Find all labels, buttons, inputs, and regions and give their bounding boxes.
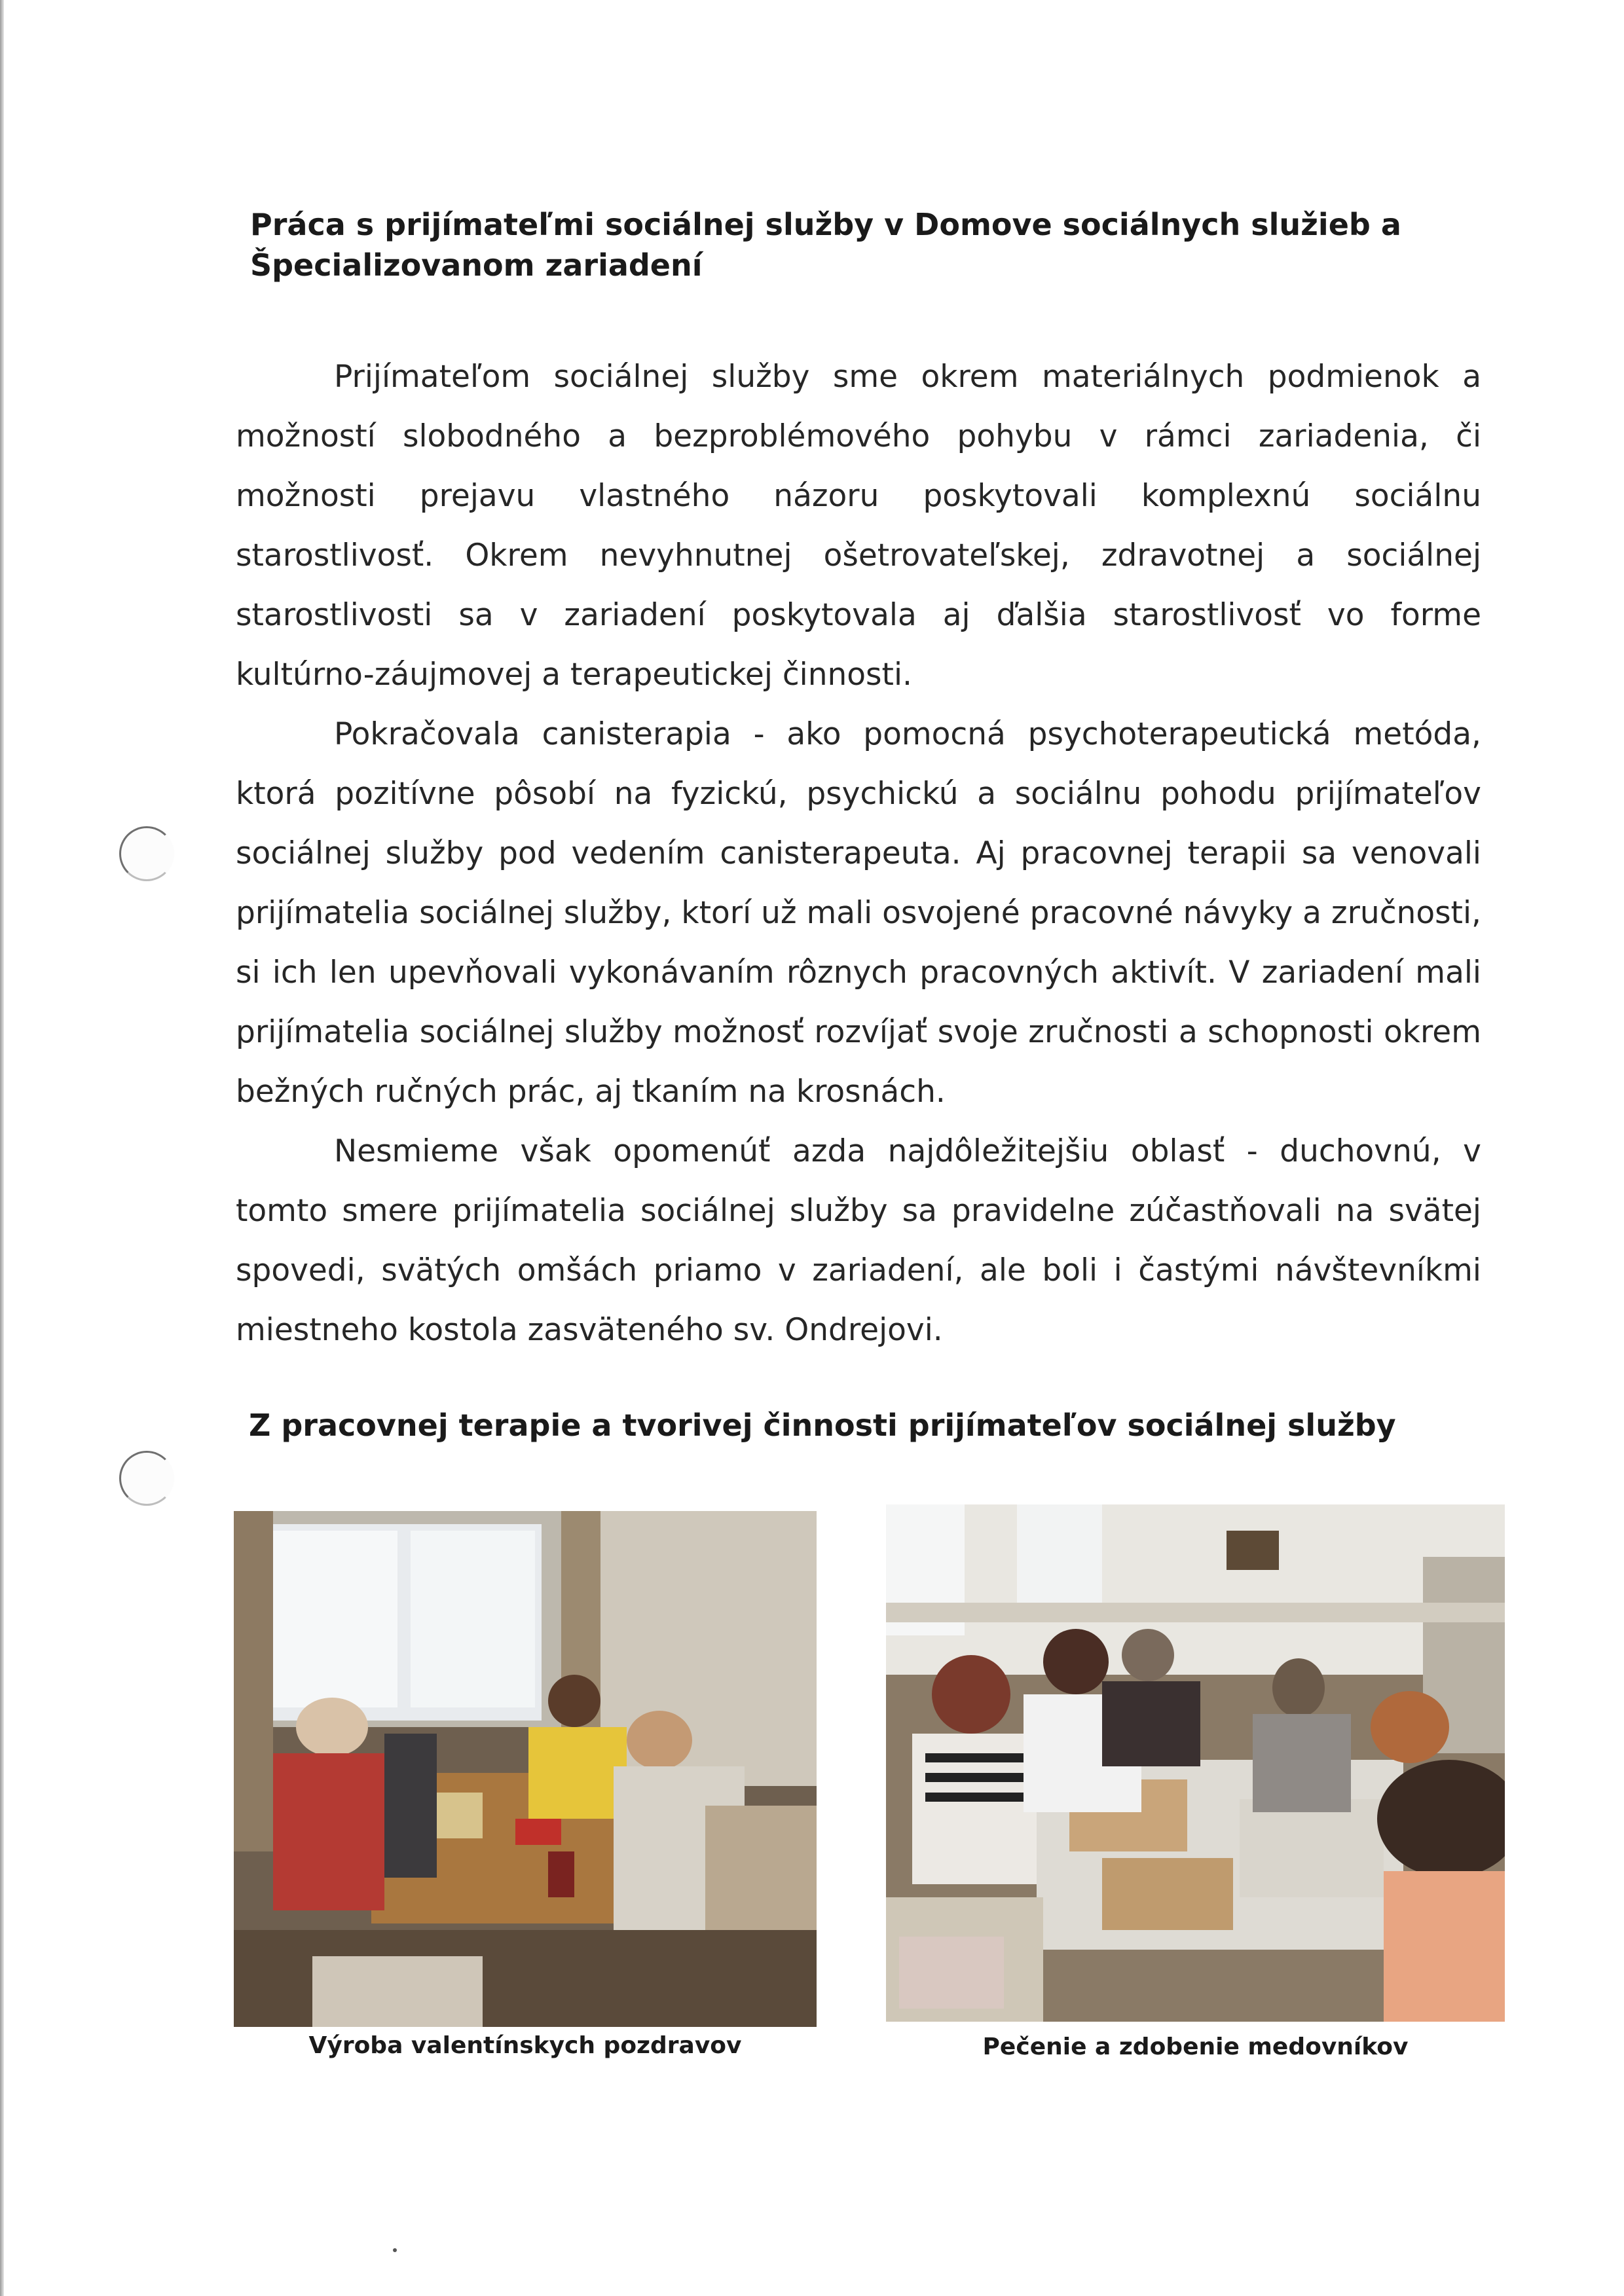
paragraph-1: Prijímateľom sociálnej služby sme okrem materiálnych podmienok a možností slobodného a bezproblémového pohybu v rámci zariadenia, či možnosti prejavu vlastného názoru poskytovali komplexnú sociálnu starostlivosť. Okrem nevyhnutnej ošetrovateľskej, zdravotnej a sociálnej starostlivosti sa v zariadení poskytovala aj ďalšia starostlivosť vo forme kultúrno-záujmovej a terapeutickej činnosti. — [236, 359, 1481, 693]
section-heading: Z pracovnej terapie a tvorivej činnosti prijímateľov sociálnej služby — [249, 1408, 1396, 1443]
scan-speck — [393, 2248, 397, 2252]
punch-hole-lower — [119, 1451, 174, 1506]
page-title: Práca s prijímateľmi sociálnej služby v Domove sociálnych služieb a Špecializovanom zariadení — [250, 207, 1401, 283]
photo-gingerbread — [886, 1504, 1505, 2022]
photo-caption-1: Výroba valentínskych pozdravov — [308, 2032, 742, 2059]
paragraph-2: Pokračovala canisterapia - ako pomocná psychoterapeutická metóda, ktorá pozitívne pôsobí na fyzickú, psychickú a sociálnu pohodu prijímateľov sociálnej služby pod vedením canisterapeuta. Aj pracovnej terapii sa venovali prijímatelia sociálnej služby, ktorí už mali osvojené pracovné návyky a zručnosti, si ich len upevňovali vykonávaním rôznych pracovných aktivít. V zariadení mali prijímatelia sociálnej služby možnosť rozvíjať svoje zručnosti a schopnosti okrem bežných ručných prác, aj tkaním na krosnách. — [236, 716, 1481, 1110]
photo-gingerbread-scene — [886, 1504, 1505, 2022]
body-text — [236, 347, 1481, 1360]
photo-valentine-scene — [234, 1511, 817, 2027]
punch-hole-upper — [119, 826, 174, 881]
photo-caption-2: Pečenie a zdobenie medovníkov — [982, 2033, 1409, 2060]
paragraph-3: Nesmieme však opomenúť azda najdôležitejšiu oblasť - duchovnú, v tomto smere prijímatelia sociálnej služby sa pravidelne zúčastňovali na svätej spovedi, svätých omšách priamo v zariadení, ale boli i častými návštevníkmi miestneho kostola zasväteného sv. Ondrejovi. — [236, 1133, 1481, 1348]
scan-edge — [0, 0, 4, 2296]
photo-valentine-cards — [234, 1511, 817, 2027]
